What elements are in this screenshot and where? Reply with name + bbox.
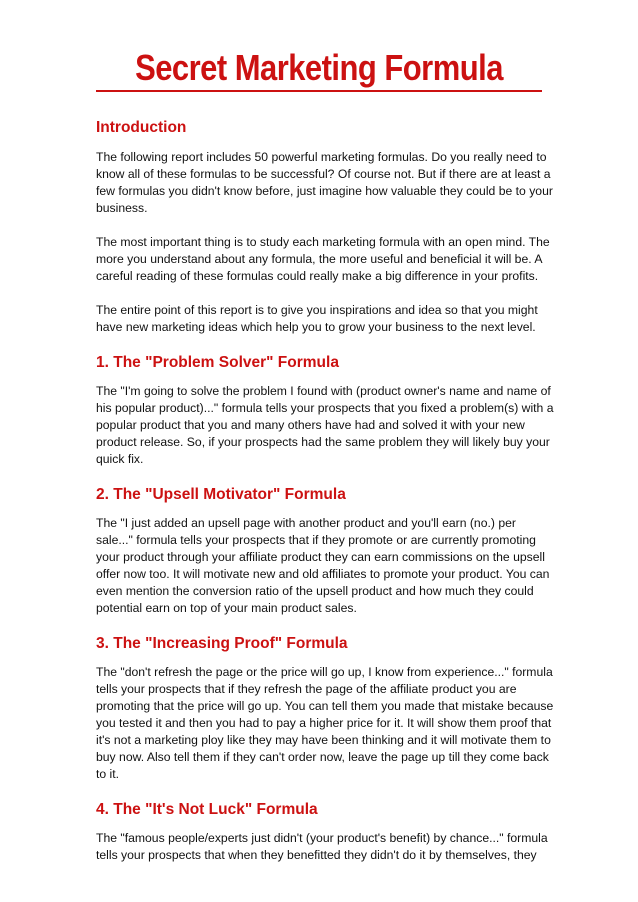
text-line: The "famous people/experts just didn't (your product's benefit) by chance..." formula [96,831,548,845]
text-line: The entire point of this report is to give you inspirations and idea so that you might [96,303,538,317]
intro-paragraph-3 [96,302,542,336]
text-line: offer now too. It will motivate new and old affiliates to promote your product. You can [96,567,550,581]
text-line: have new marketing ideas which help you to grow your business to the next level. [96,320,536,334]
text-line: promoting that the price will go up. You can tell them you made that mistake because [96,699,554,713]
text-line: The "I just added an upsell page with another product and you'll earn (no.) per [96,516,516,530]
text-line: his popular product)..." formula tells your prospects that you fixed a problem(s) with a [96,401,554,415]
section-1-heading: 1. The "Problem Solver" Formula [96,354,339,371]
text-line: The "don't refresh the page or the price will go up, I know from experience..." formula [96,665,553,679]
intro-paragraph-1 [96,149,553,217]
title-underline [96,90,542,92]
section-3-body [96,664,554,783]
text-line: even mention the conversion ratio of the upsell product and how much they could [96,584,534,598]
text-line: more you understand about any formula, the more useful and beneficial it will be. A [96,252,543,266]
section-1-body [96,383,554,468]
text-line: product release. So, if your prospects had the same problem they will likely buy your [96,435,550,449]
text-line: tells your prospects that if they refresh the page of the affiliate product you are [96,682,517,696]
text-line: few formulas you didn't know before, just imagine how valuable they could be to your [96,184,553,198]
text-line: popular product that you and many others have had and solved it with your new [96,418,525,432]
text-line: it's not a marketing ploy like they may have been thinking and it will motivate them to [96,733,551,747]
section-2-body [96,515,550,617]
intro-heading: Introduction [96,119,187,136]
text-line: your product through your affiliate product they can earn commissions on the upsell [96,550,545,564]
text-line: to it. [96,767,120,781]
text-line: business. [96,201,148,215]
document-page [96,46,554,864]
text-line: you tested it and then you had to pay a higher price for it. It will show them proof that [96,716,552,730]
text-line: The following report includes 50 powerful marketing formulas. Do you really need to [96,150,547,164]
text-line: know all of these formulas to be successful? Of course not. But if there are at least a [96,167,551,181]
text-line: quick fix. [96,452,144,466]
intro-paragraph-2 [96,234,550,285]
section-2-heading: 2. The "Upsell Motivator" Formula [96,486,346,503]
text-line: The "I'm going to solve the problem I found with (product owner's name and name of [96,384,551,398]
text-line: potential earn on top of your main product sales. [96,601,357,615]
text-line: tells your prospects that when they benefitted they didn't do it by themselves, they [96,848,537,862]
text-line: buy now. Also tell them if they can't order now, leave the page up till they come back [96,750,549,764]
text-line: The most important thing is to study each marketing formula with an open mind. The [96,235,550,249]
section-3-heading: 3. The "Increasing Proof" Formula [96,635,348,652]
section-4-body [96,830,548,864]
text-line: sale..." formula tells your prospects that if they promote or are currently promoting [96,533,536,547]
text-line: careful reading of these formulas could really make a big difference in your profits. [96,269,539,283]
document-title: Secret Marketing Formula [135,47,503,88]
section-4-heading: 4. The "It's Not Luck" Formula [96,801,318,818]
